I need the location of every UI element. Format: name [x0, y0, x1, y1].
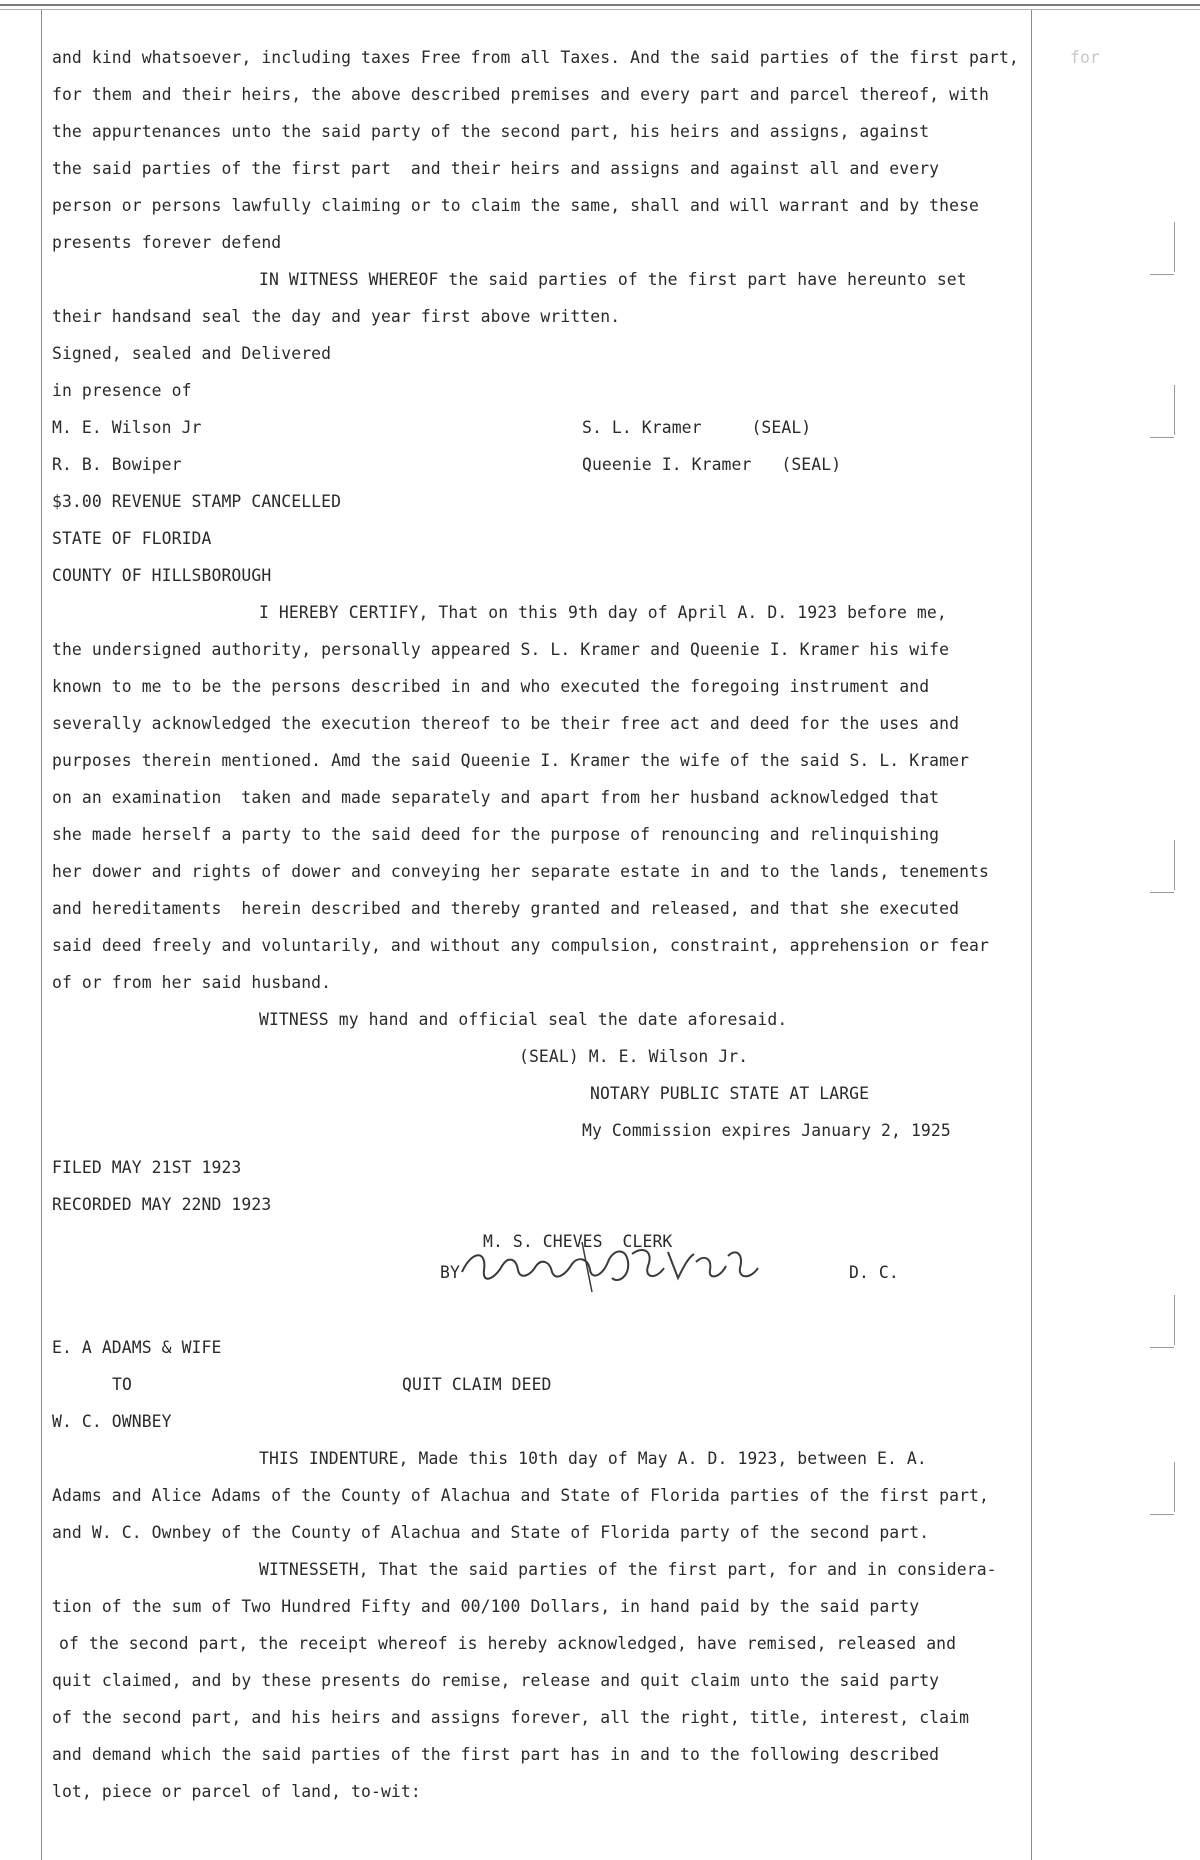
deed-text-line: and W. C. Ownbey of the County of Alachua and State of Florida party of the second part. [52, 1523, 930, 1542]
right-margin-line [1031, 10, 1032, 1860]
deed-text-line: for them and their heirs, the above described premises and every part and parcel thereof, with [52, 85, 989, 104]
to-label: TO [112, 1375, 132, 1394]
top-rule-secondary [0, 9, 1200, 10]
margin-note: for [1070, 48, 1100, 67]
certify-line: I HEREBY CERTIFY, That on this 9th day of April A. D. 1923 before me, [259, 603, 947, 622]
grantor-heading: E. A ADAMS & WIFE [52, 1338, 222, 1357]
recorded-date: RECORDED MAY 22ND 1923 [52, 1195, 272, 1214]
deed-text-line: said deed freely and voluntarily, and without any compulsion, constraint, apprehension or fear [52, 936, 989, 955]
deed-text-line: presents forever defend [52, 233, 282, 252]
deed-text-line: known to me to be the persons described in and who executed the foregoing instrument and [52, 677, 930, 696]
notary-witness-line: WITNESS my hand and official seal the date aforesaid. [259, 1010, 788, 1029]
presence-line: in presence of [52, 381, 192, 400]
margin-mark-dash [1150, 274, 1174, 275]
signed-sealed-line: Signed, sealed and Delivered [52, 344, 332, 363]
top-rule [0, 4, 1200, 6]
handwritten-signature [432, 1232, 772, 1302]
deed-text-line: and demand which the said parties of the first part has in and to the following described [52, 1745, 940, 1764]
margin-mark [1160, 1295, 1175, 1345]
margin-mark-dash [1150, 892, 1174, 893]
witnesseth-line: WITNESSETH, That the said parties of the first part, for and in considera- [259, 1560, 997, 1579]
left-margin-line [41, 10, 42, 1860]
witness-clause: IN WITNESS WHEREOF the said parties of the first part have hereunto set [259, 270, 967, 289]
deed-text-line: of or from her said husband. [52, 973, 332, 992]
margin-mark [1160, 1462, 1175, 1512]
deed-text-line: tion of the sum of Two Hundred Fifty and 00/100 Dollars, in hand paid by the said party [52, 1597, 920, 1616]
deed-text-line: lot, piece or parcel of land, to-wit: [52, 1782, 421, 1801]
margin-mark [1160, 840, 1175, 890]
margin-mark-dash [1150, 1347, 1174, 1348]
deed-text-line: person or persons lawfully claiming or to claim the same, shall and will warrant and by these [52, 196, 980, 215]
grantee-heading: W. C. OWNBEY [52, 1412, 172, 1431]
deed-text-line: she made herself a party to the said deed for the purpose of renouncing and relinquishing [52, 825, 940, 844]
deed-text-line: and hereditaments herein described and thereby granted and released, and that she executed [52, 899, 960, 918]
deed-text-line: Adams and Alice Adams of the County of Alachua and State of Florida parties of the first part, [52, 1486, 989, 1505]
deed-text-line: purposes therein mentioned. Amd the said Queenie I. Kramer the wife of the said S. L. Kramer [52, 751, 970, 770]
deed-text-line: severally acknowledged the execution thereof to be their free act and deed for the uses and [52, 714, 960, 733]
notary-title: NOTARY PUBLIC STATE AT LARGE [590, 1084, 870, 1103]
deed-text-line: the said parties of the first part and their heirs and assigns and against all and every [52, 159, 940, 178]
deed-text-line: her dower and rights of dower and conveying her separate estate in and to the lands, tenements [52, 862, 989, 881]
margin-mark-dash [1150, 1514, 1174, 1515]
deed-text-line: quit claimed, and by these presents do remise, release and quit claim unto the said party [52, 1671, 940, 1690]
deputy-clerk-label: D. C. [849, 1263, 899, 1282]
deed-text-line: on an examination taken and made separately and apart from her husband acknowledged that [52, 788, 940, 807]
deed-text-line: the undersigned authority, personally appeared S. L. Kramer and Queenie I. Kramer his wife [52, 640, 950, 659]
commission-expiry: My Commission expires January 2, 1925 [582, 1121, 951, 1140]
margin-mark [1160, 222, 1175, 272]
grantor-signature: S. L. Kramer (SEAL) [582, 418, 812, 437]
deed-text-line: the appurtenances unto the said party of the second part, his heirs and assigns, against [52, 122, 930, 141]
deed-text-line: of the second part, the receipt whereof is hereby acknowledged, have remised, released and [59, 1634, 957, 1653]
filed-date: FILED MAY 21ST 1923 [52, 1158, 242, 1177]
margin-mark [1160, 385, 1175, 435]
grantor-signature: Queenie I. Kramer (SEAL) [582, 455, 842, 474]
notary-signature: (SEAL) M. E. Wilson Jr. [519, 1047, 749, 1066]
deed-text-line: and kind whatsoever, including taxes Free from all Taxes. And the said parties of the first part, [52, 48, 1019, 67]
deed-text-line: of the second part, and his heirs and assigns forever, all the right, title, interest, claim [52, 1708, 970, 1727]
state-line: STATE OF FLORIDA [52, 529, 212, 548]
county-line: COUNTY OF HILLSBOROUGH [52, 566, 272, 585]
by-label: BY [440, 1263, 460, 1282]
indenture-line: THIS INDENTURE, Made this 10th day of May A. D. 1923, between E. A. [259, 1449, 927, 1468]
clerk-name: M. S. CHEVES CLERK [483, 1232, 673, 1251]
deed-text-line: their handsand seal the day and year first above written. [52, 307, 621, 326]
revenue-stamp-line: $3.00 REVENUE STAMP CANCELLED [52, 492, 342, 511]
witness-name: R. B. Bowiper [52, 455, 182, 474]
margin-mark-dash [1150, 437, 1174, 438]
deed-type-heading: QUIT CLAIM DEED [402, 1375, 552, 1394]
witness-name: M. E. Wilson Jr [52, 418, 202, 437]
